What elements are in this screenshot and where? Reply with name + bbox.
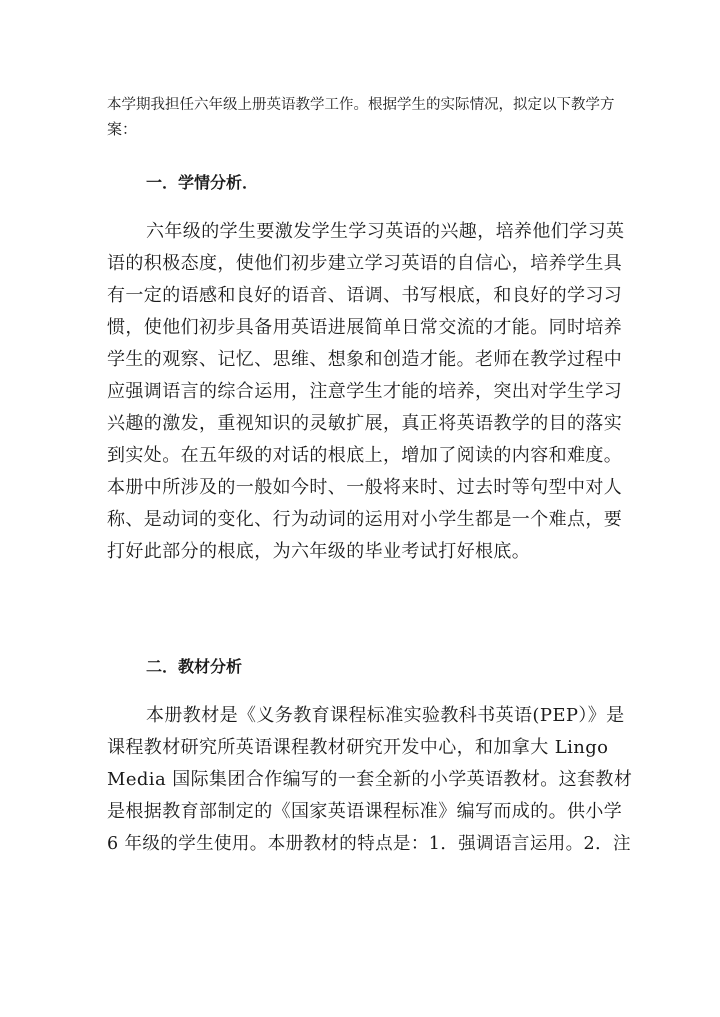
student-analysis-paragraph: [107, 216, 632, 568]
paragraph-line: 学生的观察、记忆、思维、想象和创造才能。老师在教学过程中: [107, 349, 623, 370]
paragraph-line: 本册教材是《义务教育课程标准实验教科书英语(PEP）》是: [146, 705, 625, 726]
paragraph-line: 6 年级的学生使用。本册教材的特点是：1．强调语言运用。2．注: [107, 834, 631, 854]
paragraph-line: 打好此部分的根底，为六年级的毕业考试打好根底。: [107, 541, 531, 562]
paragraph-line: 语的积极态度，使他们初步建立学习英语的自信心，培养学生具: [107, 253, 623, 274]
section-heading-student-analysis: 一．学情分析．: [146, 173, 259, 192]
intro-line: 案：: [107, 120, 138, 138]
intro-paragraph: [107, 93, 627, 141]
paragraph-line: 有一定的语感和良好的语音、语调、书写根底，和良好的学习习: [107, 285, 623, 306]
paragraph-line: 是根据教育部制定的《国家英语课程标准》编写而成的。供小学: [107, 801, 623, 822]
paragraph-line: 课程教材研究所英语课程教材研究开发中心，和加拿大 Lingo: [107, 737, 609, 758]
paragraph-line: 称、是动词的变化、行为动词的运用对小学生都是一个难点，要: [107, 509, 623, 530]
paragraph-line: 到实处。在五年级的对话的根底上，增加了阅读的内容和难度。: [107, 445, 623, 466]
paragraph-line: 惯，使他们初步具备用英语进展简单日常交流的才能。同时培养: [107, 317, 623, 338]
textbook-analysis-paragraph: [107, 700, 632, 860]
section-heading-textbook-analysis: 二．教材分析: [146, 657, 243, 676]
paragraph-line: 应强调语言的综合运用，注意学生才能的培养，突出对学生学习: [107, 381, 623, 402]
paragraph-line: Media 国际集团合作编写的一套全新的小学英语教材。这套教材: [107, 769, 633, 790]
intro-line: 本学期我担任六年级上册英语教学工作。根据学生的实际情况，拟定以下教学方: [107, 97, 615, 113]
paragraph-line: 兴趣的激发，重视知识的灵敏扩展，真正将英语教学的目的落实: [107, 413, 623, 434]
paragraph-line: 本册中所涉及的一般如今时、一般将来时、过去时等句型中对人: [107, 477, 623, 498]
paragraph-line: 六年级的学生要激发学生学习英语的兴趣，培养他们学习英: [146, 221, 625, 242]
